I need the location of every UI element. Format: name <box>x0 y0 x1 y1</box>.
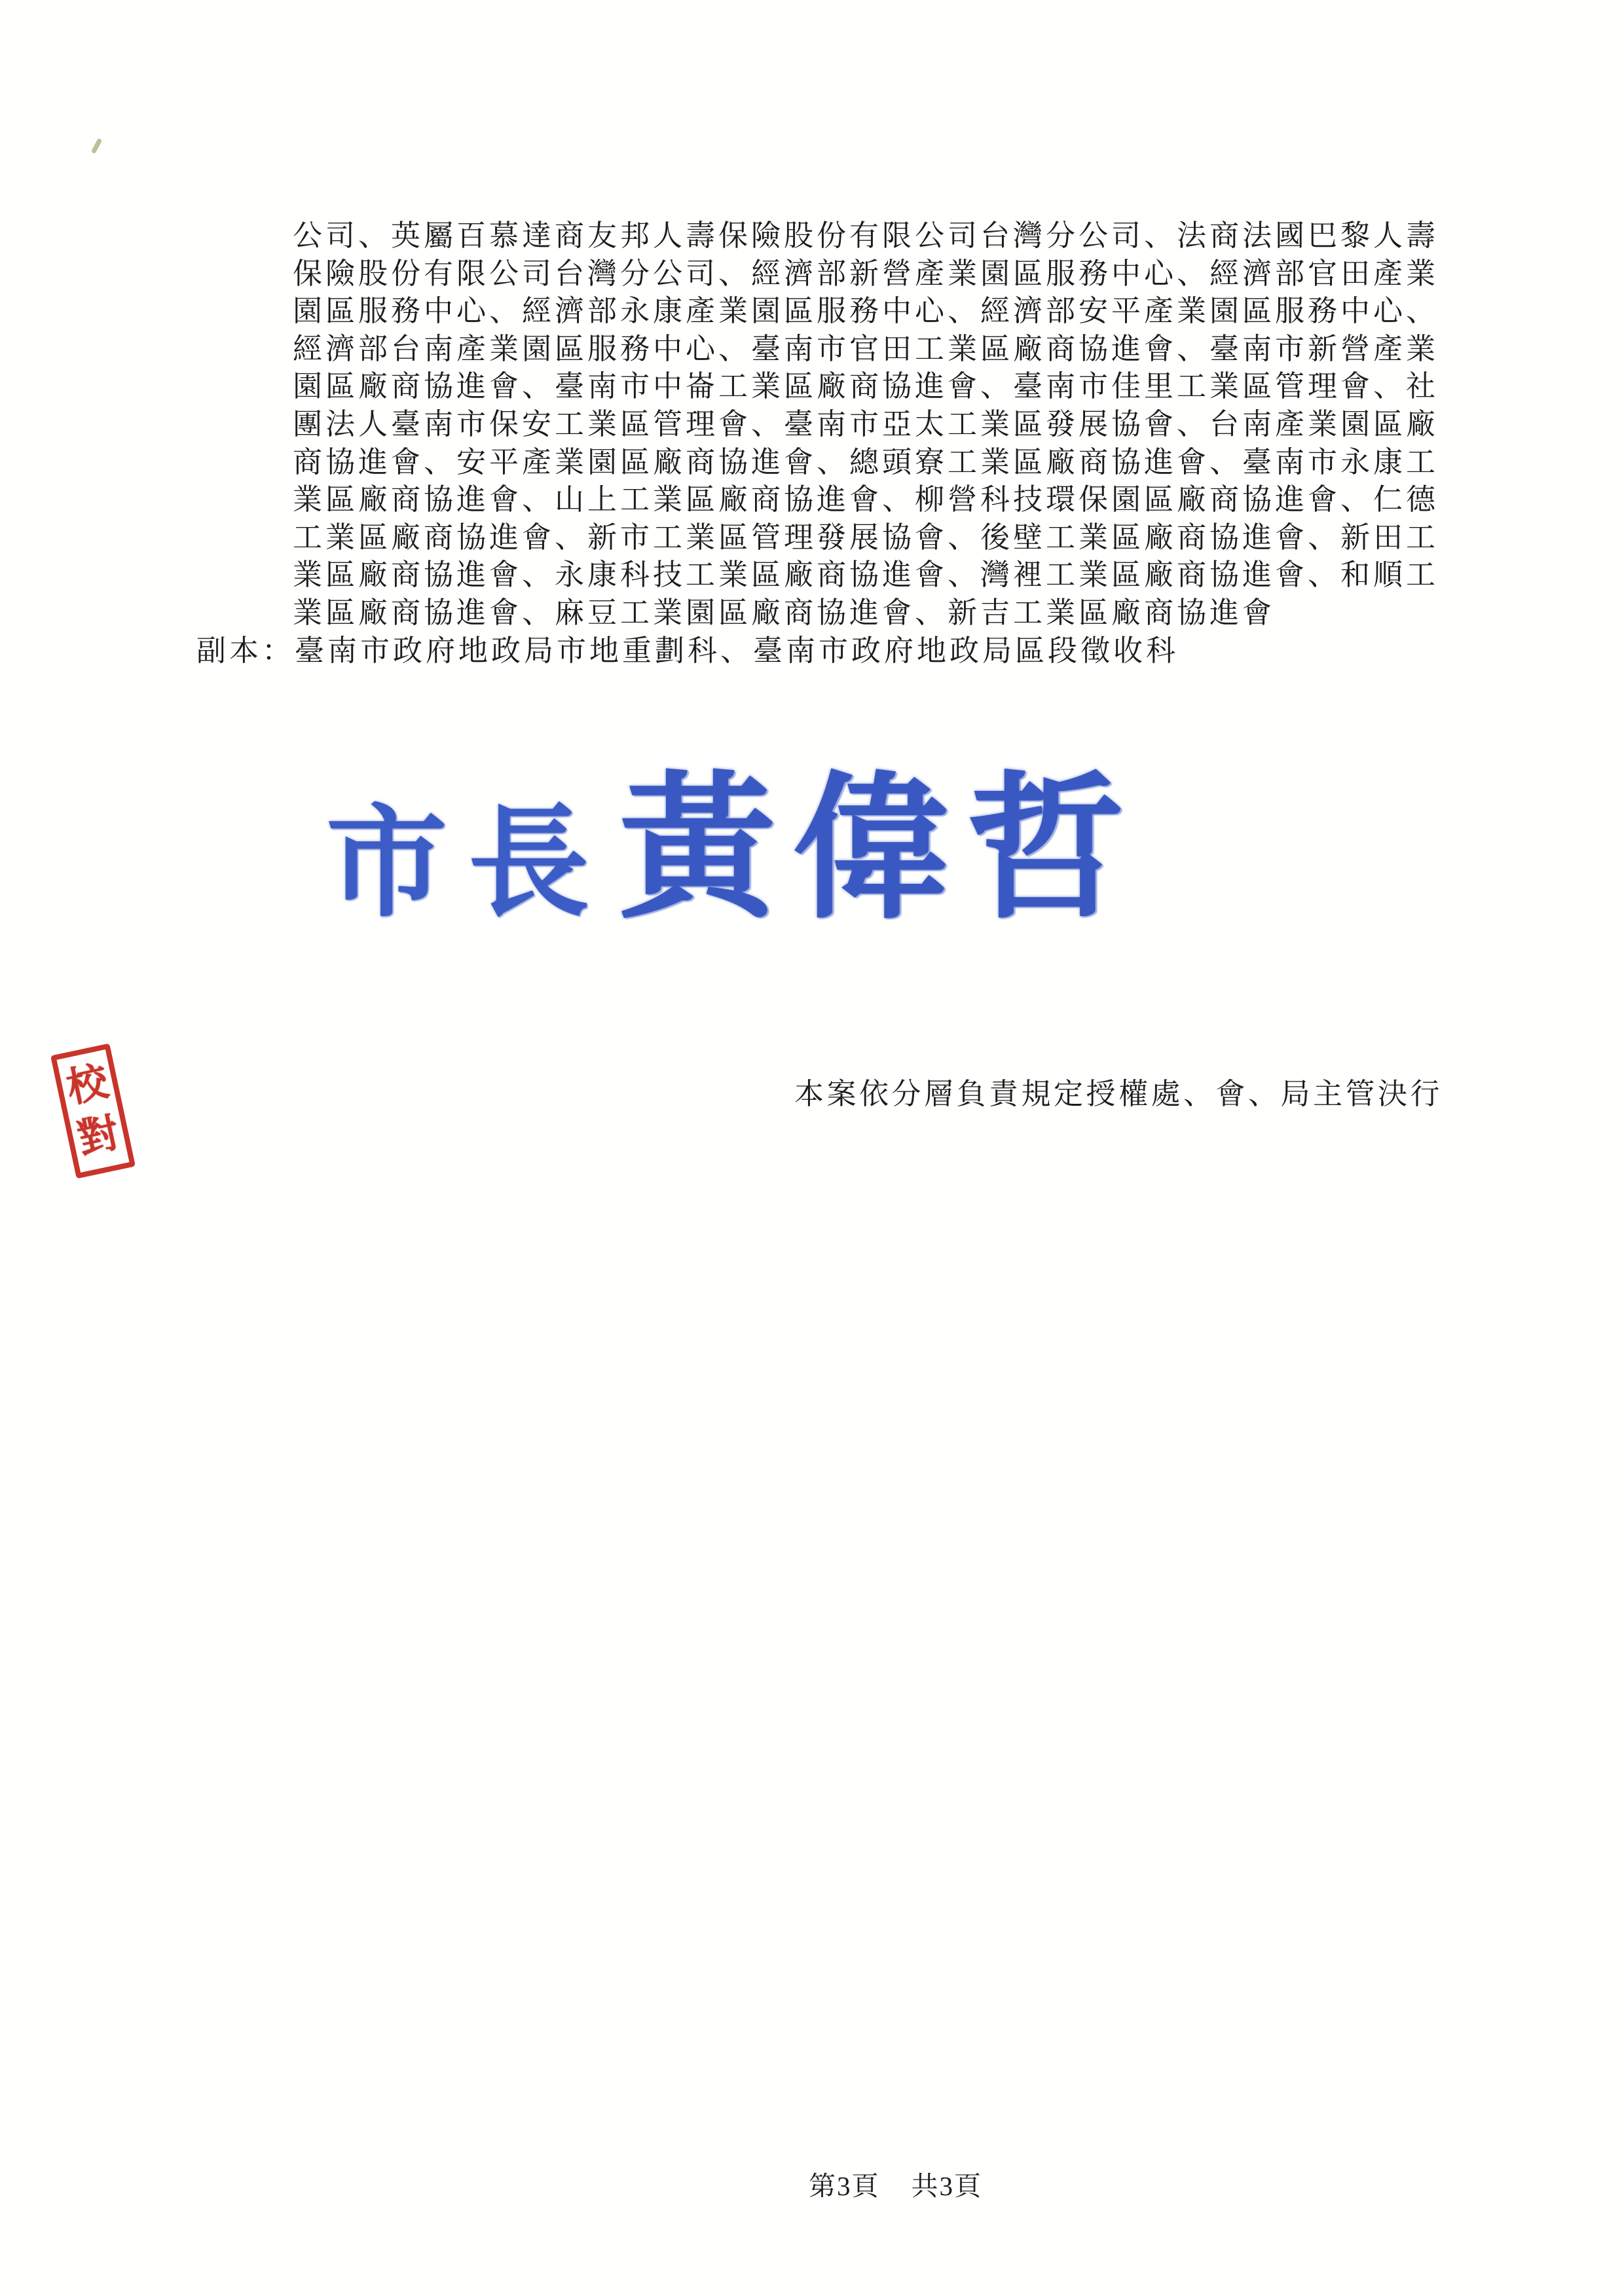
cc-list-line: 業區廠商協進會、永康科技工業區廠商協進會、灣裡工業區廠商協進會、和順工 <box>293 558 1439 592</box>
cc-list-line: 業區廠商協進會、麻豆工業園區廠商協進會、新吉工業區廠商協進會 <box>293 596 1276 629</box>
proofread-seal-stamp <box>50 1044 136 1179</box>
cc-list-line: 園區廠商協進會、臺南市中崙工業區廠商協進會、臺南市佳里工業區管理會、社 <box>293 370 1439 403</box>
copy-to-line <box>196 632 1480 670</box>
cc-list-line: 園區服務中心、經濟部永康產業園區服務中心、經濟部安平產業園區服務中心、 <box>293 295 1439 328</box>
page-footer <box>809 2164 982 2203</box>
cc-list-line: 業區廠商協進會、山上工業區廠商協進會、柳營科技環保園區廠商協進會、仁德 <box>293 483 1439 517</box>
cc-list-block <box>196 217 1480 670</box>
mayor-name-signature: 黃偉哲 <box>619 763 1142 937</box>
mayor-title-signature: 市長 <box>326 797 610 932</box>
cc-list-line: 保險股份有限公司台灣分公司、經濟部新營產業園區服務中心、經濟部官田產業 <box>293 257 1439 290</box>
cc-list-line: 公司、英屬百慕達商友邦人壽保險股份有限公司台灣分公司、法商法國巴黎人壽 <box>293 219 1439 252</box>
cc-list-line: 工業區廠商協進會、新市工業區管理發展協會、後壁工業區廠商協進會、新田工 <box>293 520 1439 554</box>
cc-list-line: 商協進會、安平產業園區廠商協進會、總頭寮工業區廠商協進會、臺南市永康工 <box>293 445 1439 479</box>
copy-to-value: 臺南市政府地政局市地重劃科、臺南市政府地政局區段徵收科 <box>295 634 1179 667</box>
page-number: 第3頁 <box>809 2171 880 2201</box>
cc-list-line: 團法人臺南市保安工業區管理會、臺南市亞太工業區發展協會、台南產業園區廠 <box>293 407 1439 441</box>
page-total: 共3頁 <box>911 2171 982 2201</box>
cc-list-line: 經濟部台南產業園區服務中心、臺南市官田工業區廠商協進會、臺南市新營產業 <box>293 332 1439 365</box>
copy-to-label: 副本： <box>196 634 295 667</box>
paper-speck <box>91 138 102 154</box>
authority-delegation-note: 本案依分層負責規定授權處、會、局主管決行 <box>794 1078 1443 1110</box>
seal-char-bottom: 對 <box>73 1110 123 1163</box>
seal-char-top: 校 <box>63 1059 113 1112</box>
